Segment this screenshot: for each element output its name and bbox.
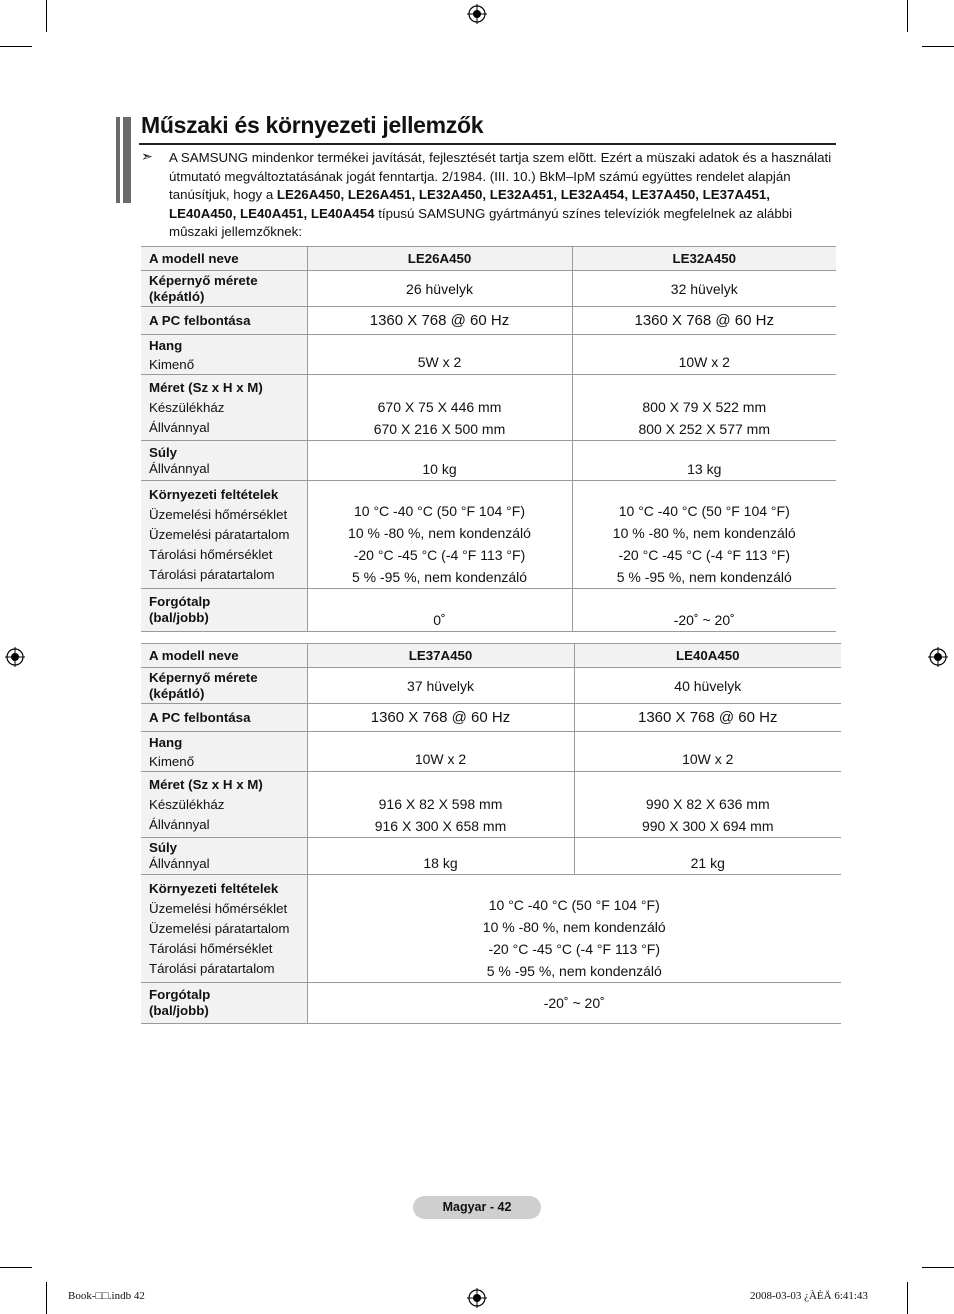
- env-sub: Tárolási páratartalom: [149, 960, 275, 976]
- dimension-body: 800 X 79 X 522 mm: [642, 399, 767, 415]
- swivel-value: 0˚: [307, 589, 572, 632]
- dimension-sub: Állvánnyal: [149, 419, 210, 435]
- intro-paragraph: [169, 149, 839, 242]
- crop-mark: [922, 1267, 954, 1268]
- env-value: 10 % -80 %, nem kondenzáló: [612, 525, 796, 541]
- pc-label: A PC felbontása: [141, 307, 307, 335]
- sound-label: Hang: [149, 337, 183, 353]
- screen-label-sub: (képátló): [149, 685, 205, 701]
- env-label: Környezeti feltételek: [149, 880, 279, 896]
- model-name: LE40A450: [574, 644, 841, 668]
- table-row: [141, 589, 836, 632]
- spec-table-1: [141, 246, 836, 632]
- weight-sub: Állvánnyal: [149, 460, 210, 476]
- crop-mark: [907, 1282, 908, 1314]
- env-value: 5 % -95 %, nem kondenzáló: [616, 569, 792, 585]
- registration-mark-icon: [467, 4, 487, 24]
- section-bar: [116, 117, 131, 203]
- dimension-stand: 916 X 300 X 658 mm: [374, 818, 507, 834]
- swivel-value: -20˚ ~ 20˚: [307, 983, 841, 1024]
- dimension-body: 670 X 75 X 446 mm: [377, 399, 502, 415]
- env-sub: Tárolási hőmérséklet: [149, 546, 273, 562]
- sound-sub: Kimenő: [149, 356, 195, 372]
- page-number-badge: Magyar - 42: [413, 1196, 541, 1219]
- registration-mark-icon: [467, 1288, 487, 1308]
- screen-unit: hüvelyk: [693, 677, 742, 694]
- dimension-body: 990 X 82 X 636 mm: [645, 796, 770, 812]
- table-row: [141, 732, 841, 772]
- sound-value: 5W x 2: [307, 335, 572, 375]
- screen-unit: hüvelyk: [690, 280, 738, 297]
- pc-resolution: 1360 X 768 @ 60 Hz: [574, 704, 841, 732]
- registration-mark-icon: [5, 647, 25, 667]
- pc-label: A PC felbontása: [141, 704, 307, 732]
- table-row: [141, 772, 841, 838]
- model-name: LE37A450: [307, 644, 574, 668]
- screen-label: Képernyő mérete: [149, 272, 258, 288]
- swivel-value: -20˚ ~ 20˚: [572, 589, 836, 632]
- sound-value: 10W x 2: [572, 335, 836, 375]
- pc-resolution: 1360 X 768 @ 60 Hz: [307, 307, 572, 335]
- table-row: [141, 838, 841, 875]
- table-row: [141, 644, 841, 668]
- table-row: [141, 668, 841, 704]
- dimension-stand: 800 X 252 X 577 mm: [638, 421, 771, 437]
- swivel-label: Forgótalp: [149, 594, 211, 609]
- page-title: Műszaki és környezeti jellemzők: [141, 112, 484, 138]
- weight-label: Súly: [149, 840, 178, 855]
- dimension-label: Méret (Sz x H x M): [149, 379, 263, 395]
- crop-mark: [46, 0, 47, 32]
- table-row: [141, 983, 841, 1024]
- env-value: 10 °C -40 °C (50 °F 104 °F): [488, 897, 660, 913]
- table-row: [141, 335, 836, 375]
- registration-mark-icon: [928, 647, 948, 667]
- dimension-sub: Készülékház: [149, 399, 225, 415]
- weight-sub: Állvánnyal: [149, 856, 210, 871]
- dimension-body: 916 X 82 X 598 mm: [378, 796, 503, 812]
- dimension-stand: 990 X 300 X 694 mm: [641, 818, 774, 834]
- sound-value: 10W x 2: [307, 732, 574, 772]
- weight-value: 21 kg: [574, 838, 841, 875]
- spec-table-2: [141, 643, 841, 1024]
- model-name: LE26A450: [307, 247, 572, 271]
- table-row: [141, 441, 836, 481]
- screen-unit: hüvelyk: [426, 677, 474, 694]
- intro-text-end: típusú SAMSUNG gyártmányú színes televíziók megfelelnek az alábbi mûszaki jellemzőknek:: [169, 205, 793, 239]
- weight-value: 18 kg: [307, 838, 574, 875]
- swivel-label-sub: (bal/jobb): [149, 610, 209, 625]
- model-label: A modell neve: [141, 247, 307, 271]
- env-value: -20 °C -45 °C (-4 °F 113 °F): [353, 547, 526, 563]
- intro-text: A SAMSUNG mindenkor termékei javítását, fejlesztését tartja szem elõtt. Ezért a müszaki adatok és a használati útmutató megváltoztatásának jogát fenntartja. 2/1984. (III. 10.) BkM–IpM számú együttes rendelet alapján tanúsítjuk, hogy a: [169, 150, 832, 202]
- env-sub: Üzemelési páratartalom: [149, 526, 290, 542]
- table-row: [141, 247, 836, 271]
- env-value: 5 % -95 %, nem kondenzáló: [486, 963, 662, 979]
- crop-mark: [46, 1282, 47, 1314]
- sound-value: 10W x 2: [574, 732, 841, 772]
- intro-models: LE26A450, LE26A451, LE32A450, LE32A451, LE32A454, LE37A450, LE37A451, LE40A450, LE40A451, LE40A454: [169, 187, 770, 221]
- env-value: -20 °C -45 °C (-4 °F 113 °F): [618, 547, 790, 563]
- env-value: -20 °C -45 °C (-4 °F 113 °F): [488, 941, 660, 957]
- env-value: 10 % -80 %, nem kondenzáló: [482, 919, 666, 935]
- screen-size: 32: [670, 280, 687, 297]
- crop-mark: [0, 1267, 32, 1268]
- env-value: 10 °C -40 °C (50 °F 104 °F): [618, 503, 790, 519]
- dimension-sub: Állvánnyal: [149, 816, 210, 832]
- table-row: [141, 375, 836, 441]
- arrow-icon: ➣: [141, 148, 153, 164]
- table-row: [141, 271, 836, 307]
- title-divider: [139, 143, 836, 145]
- env-value: 10 % -80 %, nem kondenzáló: [348, 525, 531, 541]
- dimension-label: Méret (Sz x H x M): [149, 776, 263, 792]
- weight-value: 13 kg: [572, 441, 836, 481]
- env-sub: Tárolási hőmérséklet: [149, 940, 273, 956]
- screen-unit: hüvelyk: [425, 280, 473, 297]
- dimension-stand: 670 X 216 X 500 mm: [373, 421, 506, 437]
- model-label: A modell neve: [141, 644, 307, 668]
- dimension-sub: Készülékház: [149, 796, 225, 812]
- env-value: 5 % -95 %, nem kondenzáló: [351, 569, 528, 585]
- env-value: 10 °C -40 °C (50 °F 104 °F): [353, 503, 525, 519]
- pc-resolution: 1360 X 768 @ 60 Hz: [307, 704, 574, 732]
- sound-sub: Kimenő: [149, 753, 195, 769]
- env-label: Környezeti feltételek: [149, 486, 279, 502]
- screen-size: 40: [674, 677, 690, 694]
- table-row: [141, 307, 836, 335]
- table-row: [141, 704, 841, 732]
- table-row: [141, 875, 841, 983]
- env-sub: Üzemelési páratartalom: [149, 920, 290, 936]
- env-sub: Üzemelési hőmérséklet: [149, 506, 288, 522]
- env-sub: Üzemelési hőmérséklet: [149, 900, 288, 916]
- swivel-label: Forgótalp: [149, 987, 211, 1002]
- weight-value: 10 kg: [307, 441, 572, 481]
- print-timestamp: 2008-03-03 ¿ÀÈÄ 6:41:43: [750, 1290, 868, 1302]
- crop-mark: [922, 46, 954, 47]
- file-name: Book-□□.indb 42: [68, 1290, 145, 1302]
- model-name: LE32A450: [572, 247, 836, 271]
- screen-size: 26: [406, 280, 422, 297]
- pc-resolution: 1360 X 768 @ 60 Hz: [572, 307, 836, 335]
- screen-size: 37: [407, 677, 423, 694]
- crop-mark: [0, 46, 32, 47]
- screen-label-sub: (képátló): [149, 288, 205, 304]
- crop-mark: [907, 0, 908, 32]
- screen-label: Képernyő mérete: [149, 669, 258, 685]
- env-sub: Tárolási páratartalom: [149, 566, 275, 582]
- swivel-label-sub: (bal/jobb): [149, 1003, 209, 1018]
- table-row: [141, 481, 836, 589]
- weight-label: Súly: [149, 444, 178, 460]
- sound-label: Hang: [149, 734, 183, 750]
